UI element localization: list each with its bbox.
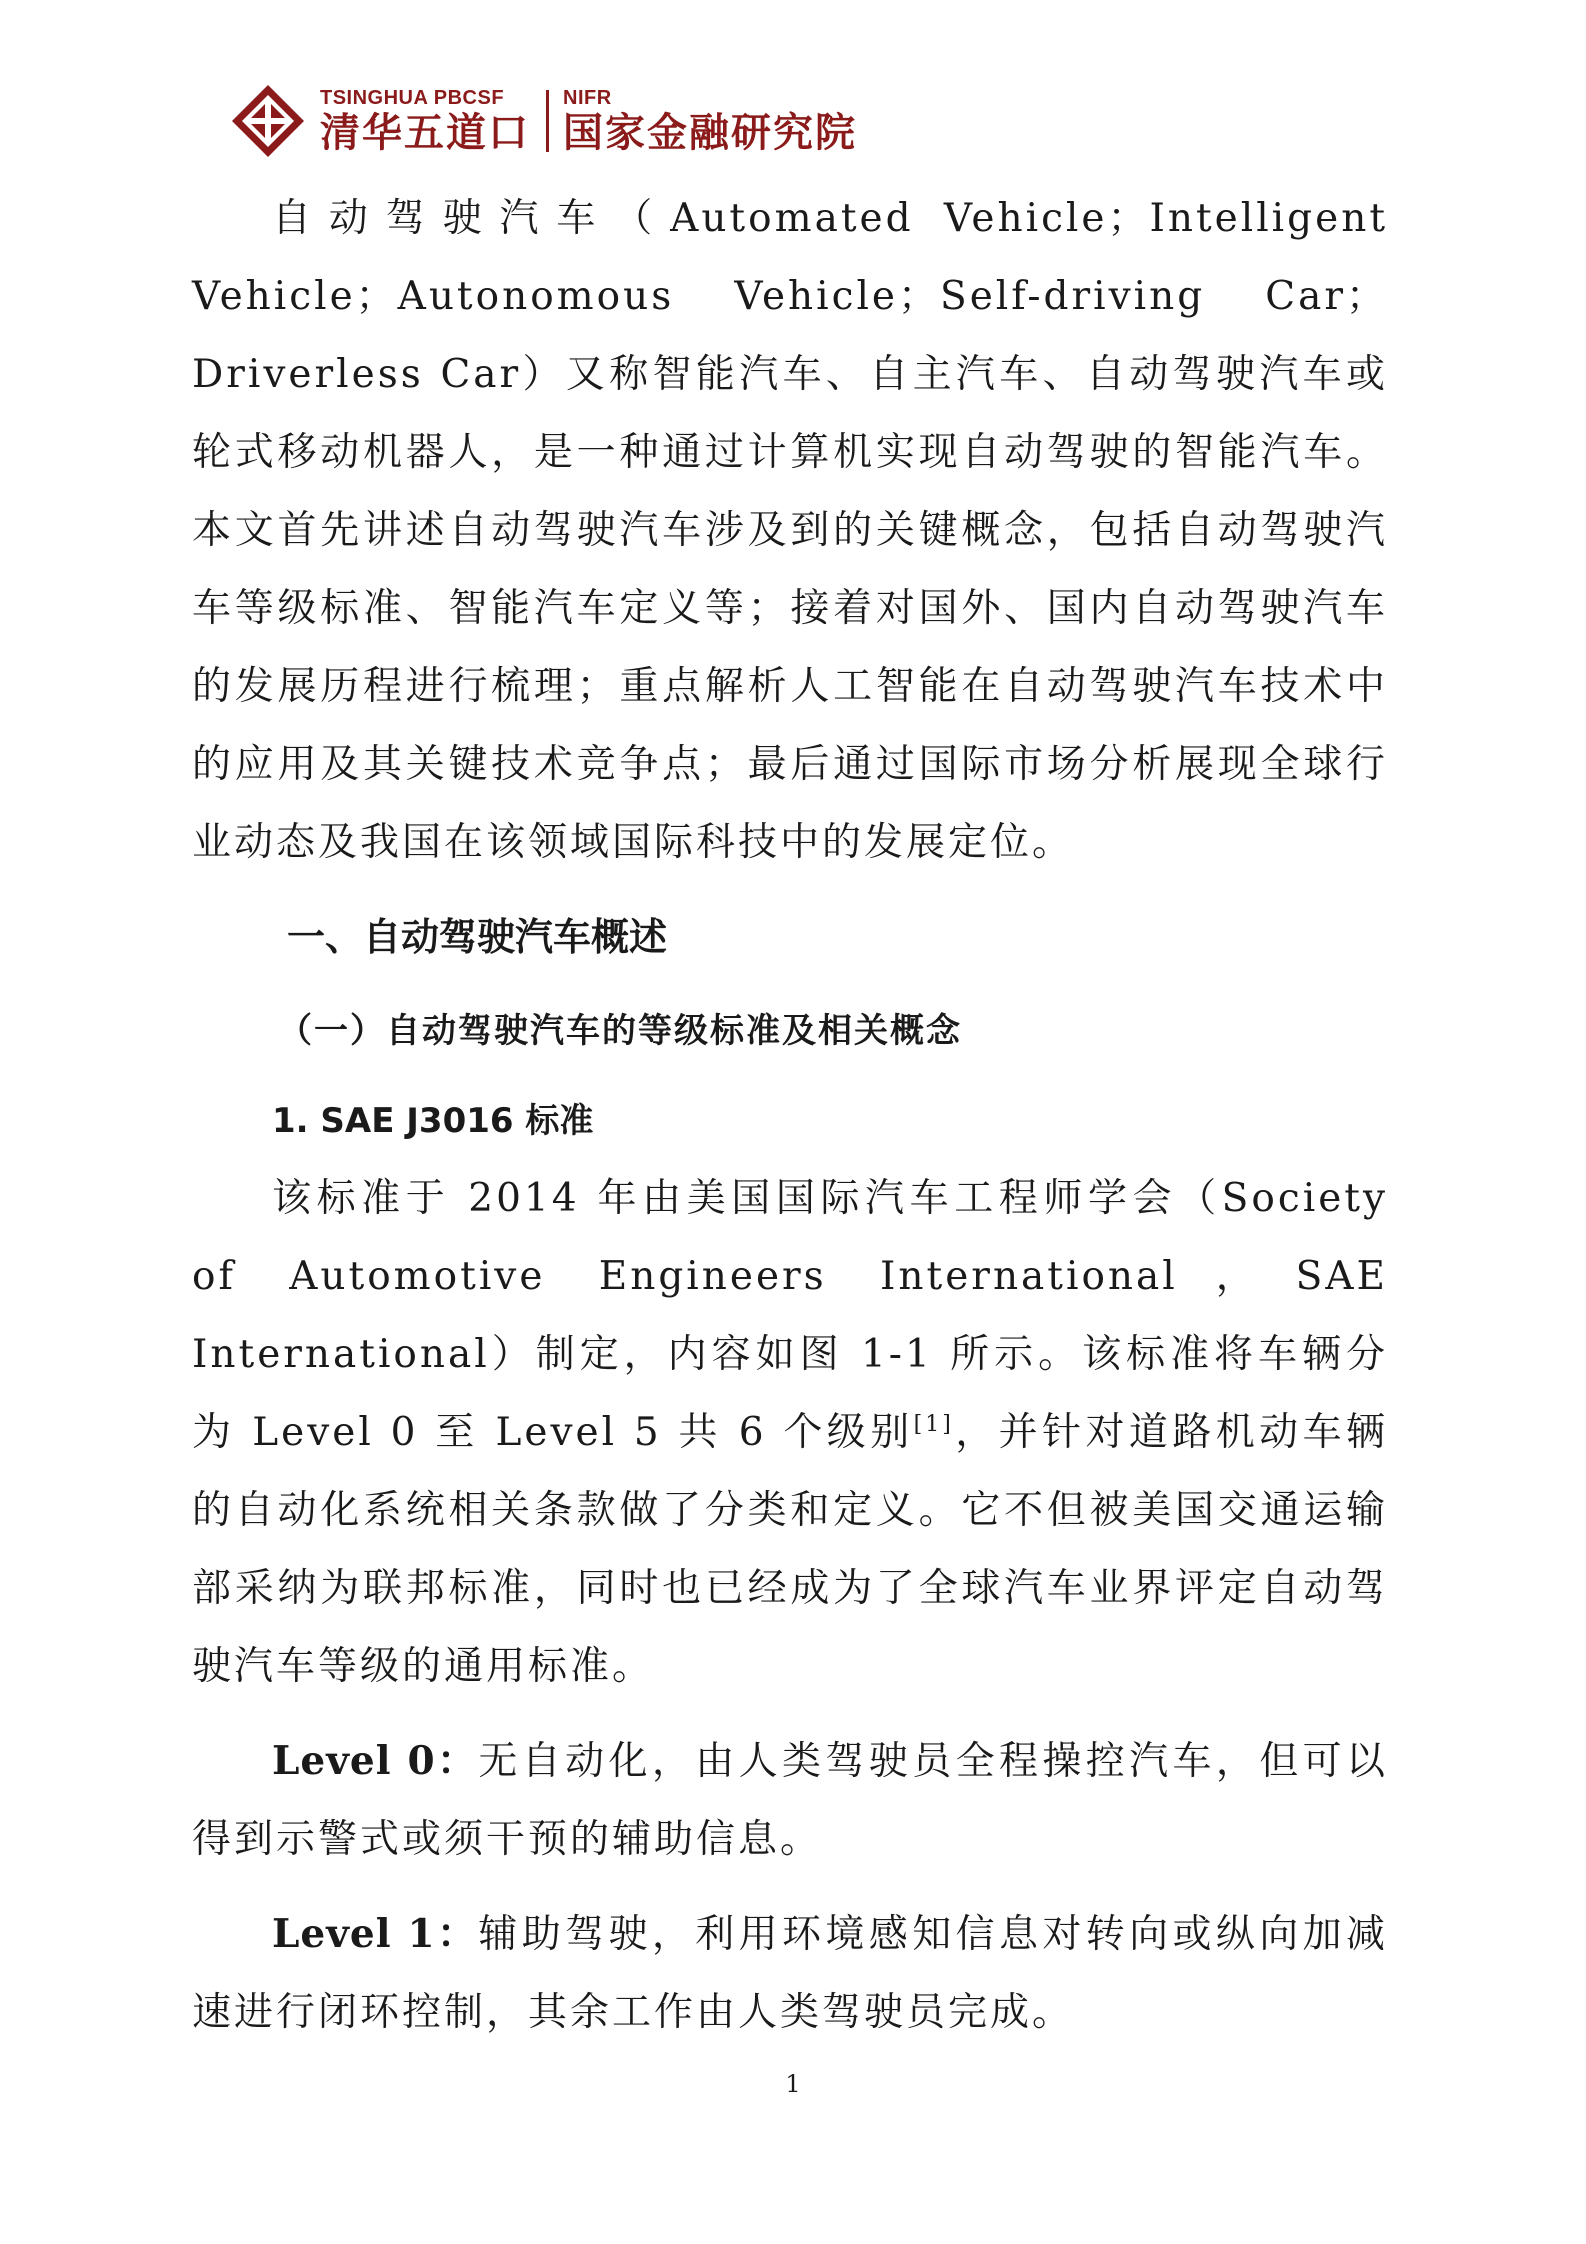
citation-ref[interactable]: [1] xyxy=(913,1412,954,1437)
level-description: 无自动化，由人类驾驶员全程操控汽车，但可以得到示警式或须干预的辅助信息。 xyxy=(192,1739,1388,1862)
logo-divider xyxy=(546,90,549,152)
level-0-paragraph xyxy=(192,1722,1388,1879)
sae-text-part1: 该标准于 2014 年由美国国际汽车工程师学会（Society of Automotive Engineers International，SAE International）制定，内容如图 1-1 所示。该标准将车辆分为 Level 0 至 Level 5 共 6 个级别 xyxy=(192,1176,1388,1455)
level-label: Level 0： xyxy=(272,1738,479,1784)
page-number: 1 xyxy=(785,2070,801,2098)
intro-paragraph: 自动驾驶汽车（Automated Vehicle；Intelligent Vehicle；Autonomous Vehicle；Self-driving Car；Driverless Car）又称智能汽车、自主汽车、自动驾驶汽车或轮式移动机器人，是一种通过计算机实现自动驾驶的智能汽车。本文首先讲述自动驾驶汽车涉及到的关键概念，包括自动驾驶汽车等级标准、智能汽车定义等；接着对国外、国内自动驾驶汽车的发展历程进行梳理；重点解析人工智能在自动驾驶汽车技术中的应用及其关键技术竞争点；最后通过国际市场分析展现全球行业动态及我国在该领域国际科技中的发展定位。 xyxy=(192,196,1388,865)
level-description: 辅助驾驶，利用环境感知信息对转向或纵向加减速进行闭环控制，其余工作由人类驾驶员完成。 xyxy=(192,1912,1388,2035)
subsection-heading: （一）自动驾驶汽车的等级标准及相关概念 xyxy=(278,1011,962,1051)
institute-text-en: NIFR xyxy=(563,87,612,109)
page-header xyxy=(228,78,857,164)
institute-text-cn: 国家金融研究院 xyxy=(563,110,857,156)
level-label: Level 1： xyxy=(272,1911,479,1957)
tsinghua-logo-icon xyxy=(228,81,308,161)
sae-text-part2: ，并针对道路机动车辆的自动化系统相关条款做了分类和定义。它不但被美国交通运输部采纳为联邦标准，同时也已经成为了全球汽车业界评定自动驾驶汽车等级的通用标准。 xyxy=(192,1410,1388,1689)
logo-text-cn: 清华五道口 xyxy=(320,110,530,156)
subsubsection-heading: 1. SAE J3016 标准 xyxy=(272,1101,594,1141)
document-body xyxy=(192,180,1388,2052)
sae-standard-paragraph xyxy=(192,1160,1388,1706)
section-heading: 一、自动驾驶汽车概述 xyxy=(287,915,668,959)
level-1-paragraph xyxy=(192,1895,1388,2052)
logo-text-en: TSINGHUA PBCSF xyxy=(320,87,505,109)
